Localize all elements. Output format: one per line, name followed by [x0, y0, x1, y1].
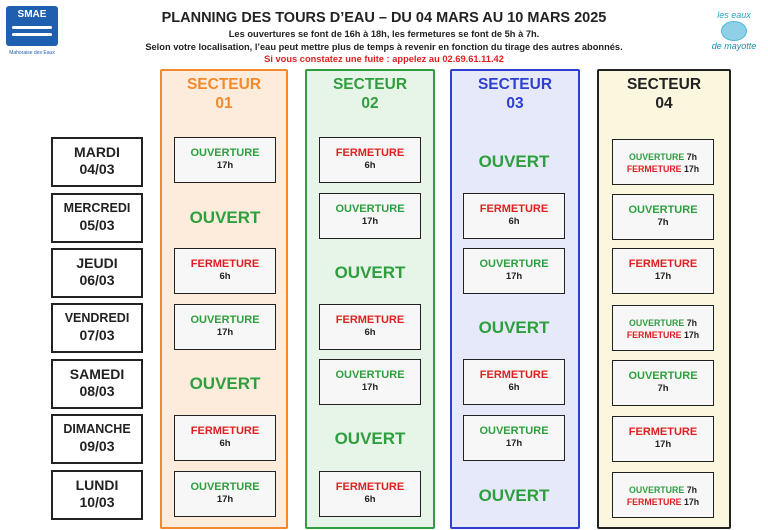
- status-label: FERMETURE: [626, 497, 682, 507]
- s4-dimanche-fermeture: [612, 416, 714, 462]
- smae-logo-name: SMAE: [17, 9, 47, 20]
- time-label: 6h: [364, 327, 376, 338]
- time-label: 17h: [216, 327, 234, 338]
- status-label: FERMETURE: [628, 426, 698, 438]
- day-box-dimanche: [51, 414, 143, 464]
- s4-lundi-ouverture-fermeture: [612, 472, 714, 518]
- time-label: 7h: [657, 383, 669, 394]
- page-title: PLANNING DES TOURS D’EAU – DU 04 MARS AU 10 MARS 2025: [161, 10, 607, 26]
- status-label: OUVERTURE: [190, 481, 260, 493]
- status-label: FERMETURE: [479, 369, 549, 381]
- day-box-samedi: [51, 359, 143, 409]
- s4-samedi-ouverture: [612, 360, 714, 406]
- s1-mercredi-ouvert: OUVERT: [189, 208, 261, 227]
- time-label: 17h: [654, 439, 672, 450]
- open-line: [613, 484, 713, 496]
- s1-jeudi-fermeture: [174, 248, 276, 294]
- close-line: [613, 496, 713, 508]
- status-label: OUVERTURE: [335, 203, 405, 215]
- sector-03-header: [452, 75, 578, 113]
- status-label: OUVERTURE: [479, 258, 549, 270]
- day-date: 08/03: [79, 383, 115, 399]
- time-label: 6h: [219, 438, 231, 449]
- subtitle-location: Selon votre localisation, l’eau peut mettre plus de temps à revenir en fonction du tirage des autres abonnés.: [145, 42, 623, 52]
- s1-mardi-ouverture: [174, 137, 276, 183]
- time-label: 7h: [657, 217, 669, 228]
- s1-samedi-ouvert: OUVERT: [189, 374, 261, 393]
- s2-samedi-ouverture: [319, 359, 421, 405]
- day-name: SAMEDI: [69, 366, 125, 382]
- sector-title: SECTEUR: [477, 76, 553, 93]
- s2-mardi-fermeture: [319, 137, 421, 183]
- status-label: FERMETURE: [335, 481, 405, 493]
- day-name: MARDI: [74, 144, 120, 160]
- time-label: 7h: [686, 152, 697, 162]
- time-label: 17h: [361, 216, 379, 227]
- sector-04-header: [599, 75, 729, 113]
- day-date: 06/03: [79, 272, 115, 288]
- status-label: FERMETURE: [335, 147, 405, 159]
- day-date: 10/03: [79, 494, 115, 510]
- sector-number: 03: [506, 95, 524, 112]
- time-label: 6h: [508, 216, 520, 227]
- sector-title: SECTEUR: [186, 76, 262, 93]
- status-label: OUVERTURE: [628, 204, 698, 216]
- s1-vendredi-ouverture: [174, 304, 276, 350]
- sector-number: 01: [215, 95, 233, 112]
- s2-lundi-fermeture: [319, 471, 421, 517]
- status-label: FERMETURE: [626, 330, 682, 340]
- time-label: 17h: [216, 494, 234, 505]
- s4-mercredi-ouverture: [612, 194, 714, 240]
- s3-samedi-fermeture: [463, 359, 565, 405]
- sector-title: SECTEUR: [332, 76, 408, 93]
- time-label: 17h: [361, 382, 379, 393]
- status-label: FERMETURE: [626, 164, 682, 174]
- status-label: FERMETURE: [335, 314, 405, 326]
- s3-mercredi-fermeture: [463, 193, 565, 239]
- time-label: 7h: [686, 318, 697, 328]
- status-label: OUVERTURE: [190, 147, 260, 159]
- s3-vendredi-ouvert: OUVERT: [478, 318, 550, 337]
- s2-vendredi-fermeture: [319, 304, 421, 350]
- day-box-mardi: [51, 137, 143, 187]
- s4-vendredi-ouverture-fermeture: [612, 305, 714, 351]
- day-name: MERCREDI: [63, 201, 131, 215]
- time-label: 17h: [654, 271, 672, 282]
- s1-lundi-ouverture: [174, 471, 276, 517]
- status-label: OUVERTURE: [479, 425, 549, 437]
- status-label: OUVERTURE: [629, 152, 685, 162]
- s4-jeudi-fermeture: [612, 248, 714, 294]
- close-line: [613, 163, 713, 175]
- status-label: OUVERTURE: [628, 370, 698, 382]
- status-label: OUVERTURE: [629, 318, 685, 328]
- s1-dimanche-fermeture: [174, 415, 276, 461]
- smae-logo-tagline: Mahoraise des Eaux: [9, 50, 55, 56]
- s3-mardi-ouvert: OUVERT: [478, 152, 550, 171]
- day-name: DIMANCHE: [63, 422, 131, 436]
- day-box-jeudi: [51, 248, 143, 298]
- day-box-lundi: [51, 470, 143, 520]
- status-label: FERMETURE: [190, 425, 260, 437]
- s3-jeudi-ouverture: [463, 248, 565, 294]
- subtitle-hours: Les ouvertures se font de 16h à 18h, les fermetures se font de 5h à 7h.: [228, 29, 540, 39]
- time-label: 17h: [216, 160, 234, 171]
- time-label: 6h: [364, 494, 376, 505]
- day-name: JEUDI: [76, 255, 118, 271]
- day-date: 09/03: [79, 438, 115, 454]
- open-line: [613, 317, 713, 329]
- status-label: OUVERTURE: [190, 314, 260, 326]
- time-label: 17h: [684, 330, 700, 340]
- status-label: OUVERTURE: [629, 485, 685, 495]
- day-name: VENDREDI: [64, 311, 130, 325]
- day-date: 07/03: [79, 327, 115, 343]
- close-line: [613, 329, 713, 341]
- status-label: FERMETURE: [190, 258, 260, 270]
- subtitle-leak-phone: Si vous constatez une fuite : appelez au 02.69.61.11.42: [264, 54, 504, 64]
- s3-dimanche-ouverture: [463, 415, 565, 461]
- day-box-vendredi: [51, 303, 143, 353]
- sector-title: SECTEUR: [626, 76, 702, 93]
- s2-mercredi-ouverture: [319, 193, 421, 239]
- open-line: [613, 151, 713, 163]
- sector-number: 02: [361, 95, 379, 112]
- s2-jeudi-ouvert: OUVERT: [334, 263, 406, 282]
- time-label: 17h: [684, 497, 700, 507]
- sector-02-header: [307, 75, 433, 113]
- s4-mardi-ouverture-fermeture: [612, 139, 714, 185]
- status-label: FERMETURE: [479, 203, 549, 215]
- sector-number: 04: [655, 95, 673, 112]
- time-label: 7h: [686, 485, 697, 495]
- s2-dimanche-ouvert: OUVERT: [334, 429, 406, 448]
- eaux-logo-line2: de mayotte: [711, 41, 757, 51]
- time-label: 17h: [684, 164, 700, 174]
- day-box-mercredi: [51, 193, 143, 243]
- day-name: LUNDI: [75, 477, 119, 493]
- time-label: 17h: [505, 271, 523, 282]
- eaux-logo-line1: les eaux: [717, 10, 751, 20]
- status-label: FERMETURE: [628, 258, 698, 270]
- time-label: 17h: [505, 438, 523, 449]
- s3-lundi-ouvert: OUVERT: [478, 486, 550, 505]
- time-label: 6h: [219, 271, 231, 282]
- time-label: 6h: [364, 160, 376, 171]
- status-label: OUVERTURE: [335, 369, 405, 381]
- day-date: 05/03: [79, 217, 115, 233]
- day-date: 04/03: [79, 161, 115, 177]
- sector-01-header: [162, 75, 286, 113]
- time-label: 6h: [508, 382, 520, 393]
